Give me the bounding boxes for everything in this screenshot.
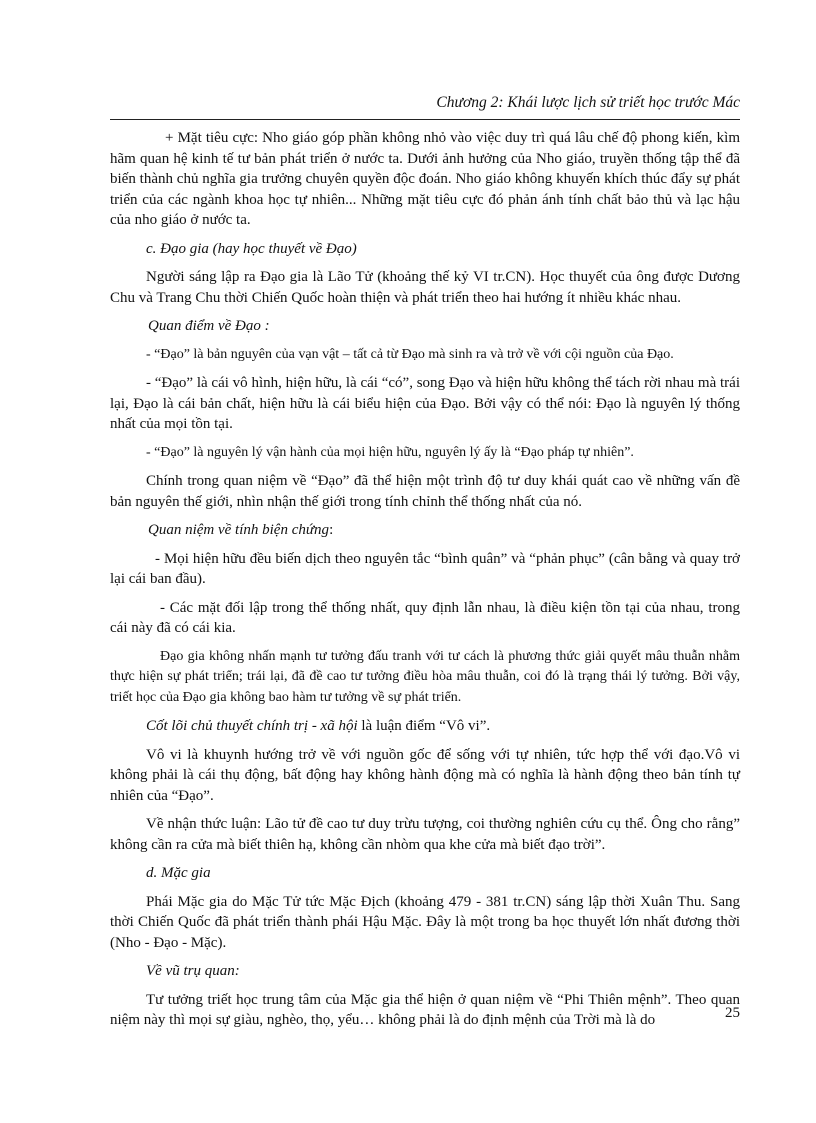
paragraph-dao-gia-founder: Người sáng lập ra Đạo gia là Lão Tử (khoảng thế kỷ VI tr.CN). Học thuyết của ông được Dương Chu và Trang Chu thời Chiến Quốc hoàn thiện và phát triển theo hai hướng ít nhiều khác nhau. [110,269,740,306]
political-core-rest: là luận điểm “Vô vi”. [357,718,491,734]
paragraph-dao-origin: - “Đạo” là bản nguyên của vạn vật – tất cả từ Đạo mà sinh ra và trở về với cội nguồn của Đạo. [146,346,674,362]
paragraph-dao-principle: - “Đạo” là nguyên lý vận hành của mọi hiện hữu, nguyên lý ấy là “Đạo pháp tự nhiên”. [146,444,634,460]
subheading-cosmology: Về vũ trụ quan: [146,963,240,979]
paragraph-phi-thien-menh: Tư tưởng triết học trung tâm của Mặc gia thể hiện ở quan niệm về “Phi Thiên mệnh”. Theo quan niệm này thì mọi sự giàu, nghèo, thọ, yểu… không phải là do định mệnh của Trời mà là do [110,991,740,1028]
paragraph-dialectics-change: - Mọi hiện hữu đều biến dịch theo nguyên tắc “bình quân” và “phản phục” (cân bằng và quay trở lại cái ban đầu). [110,550,740,587]
paragraph-dao-formless: - “Đạo” là cái vô hình, hiện hữu, là cái “có”, song Đạo và hiện hữu không thể tách rời nhau mà trái lại, Đạo là cái bản chất, hiện hữu là cái biểu hiện của Đạo. Bởi vậy có thể nói: Đạo là nguyên lý thống nhất của mọi tồn tại. [110,375,740,432]
paragraph-political-core [110,716,740,737]
page-number: 25 [725,1005,740,1021]
paragraph-dialectics-opposites: - Các mặt đối lập trong thể thống nhất, quy định lẫn nhau, là điều kiện tồn tại của nhau, trong cái này đã có cái kia. [110,599,740,636]
subheading-dialectics-text: Quan niệm về tính biện chứng [148,522,330,538]
chapter-header: Chương 2: Khái lược lịch sử triết học trước Mác [436,94,740,111]
paragraph-vo-vi: Vô vi là khuynh hướng trở về với nguồn gốc để sống với tự nhiên, tức hợp thể với đạo.Vô vi không phải là cái thụ động, bất động hay không hành động mà có nghĩa là hành động theo bản tính tự nhiên của “Đạo”. [110,746,740,804]
header-rule [110,119,740,120]
page-body [110,128,740,1039]
paragraph-dao-concept: Chính trong quan niệm về “Đạo” đã thể hiện một trình độ tư duy khái quát cao về những vấn đề bản nguyên thế giới, nhìn nhận thế giới trong tính chỉnh thể thống nhất của nó. [110,473,740,510]
subheading-dao-view: Quan điểm về Đạo : [148,318,270,334]
paragraph-mac-gia-founder: Phái Mặc gia do Mặc Tử tức Mặc Địch (khoảng 479 - 381 tr.CN) sáng lập thời Xuân Thu. Sang thời Chiến Quốc đã phát triển thành phái Hậu Mặc. Đây là một trong ba học thuyết lớn nhất đương thời (Nho - Đạo - Mặc). [110,893,740,951]
paragraph-epistemology: Về nhận thức luận: Lão tử đề cao tư duy trừu tượng, coi thường nghiên cứu cụ thể. Ông cho rằng” không cần ra cửa mà biết thiên hạ, không cần nhòm qua khe cửa mà biết đạo trời”. [110,816,740,853]
subheading-dialectics-colon: : [329,522,334,538]
section-heading-dao-gia: c. Đạo gia (hay học thuyết về Đạo) [146,240,357,257]
subheading-dialectics [110,520,740,541]
paragraph-dao-no-struggle: Đạo gia không nhấn mạnh tư tưởng đấu tranh với tư cách là phương thức giải quyết mâu thuẫn nhằm thực hiện sự phát triển; trái lại, đã đề cao tư tưởng điều hòa mâu thuẫn, coi đó là trạng thái lý tưởng. Bởi vậy, triết học của Đạo gia không bao hàm tư tưởng về sự phát triển. [110,648,740,705]
political-core-italic: Cốt lõi chủ thuyết chính trị - xã hội [146,718,358,734]
section-heading-mac-gia: d. Mặc gia [146,865,211,881]
paragraph-negative-aspect: + Mặt tiêu cực: Nho giáo góp phần không nhỏ vào việc duy trì quá lâu chế độ phong kiến, kìm hãm quan hệ kinh tế tư bản phát triển ở nước ta. Dưới ảnh hưởng của Nho giáo, truyền thống tập thể đã biến thành chủ nghĩa gia trưởng chuyên quyền độc đoán. Nho giáo không khuyến khích thúc đẩy sự phát triển của các ngành khoa học tự nhiên... Những mặt tiêu cực đó phản ánh tính chất bảo thủ và lạc hậu của nho giáo ở nước ta. [110,130,740,228]
